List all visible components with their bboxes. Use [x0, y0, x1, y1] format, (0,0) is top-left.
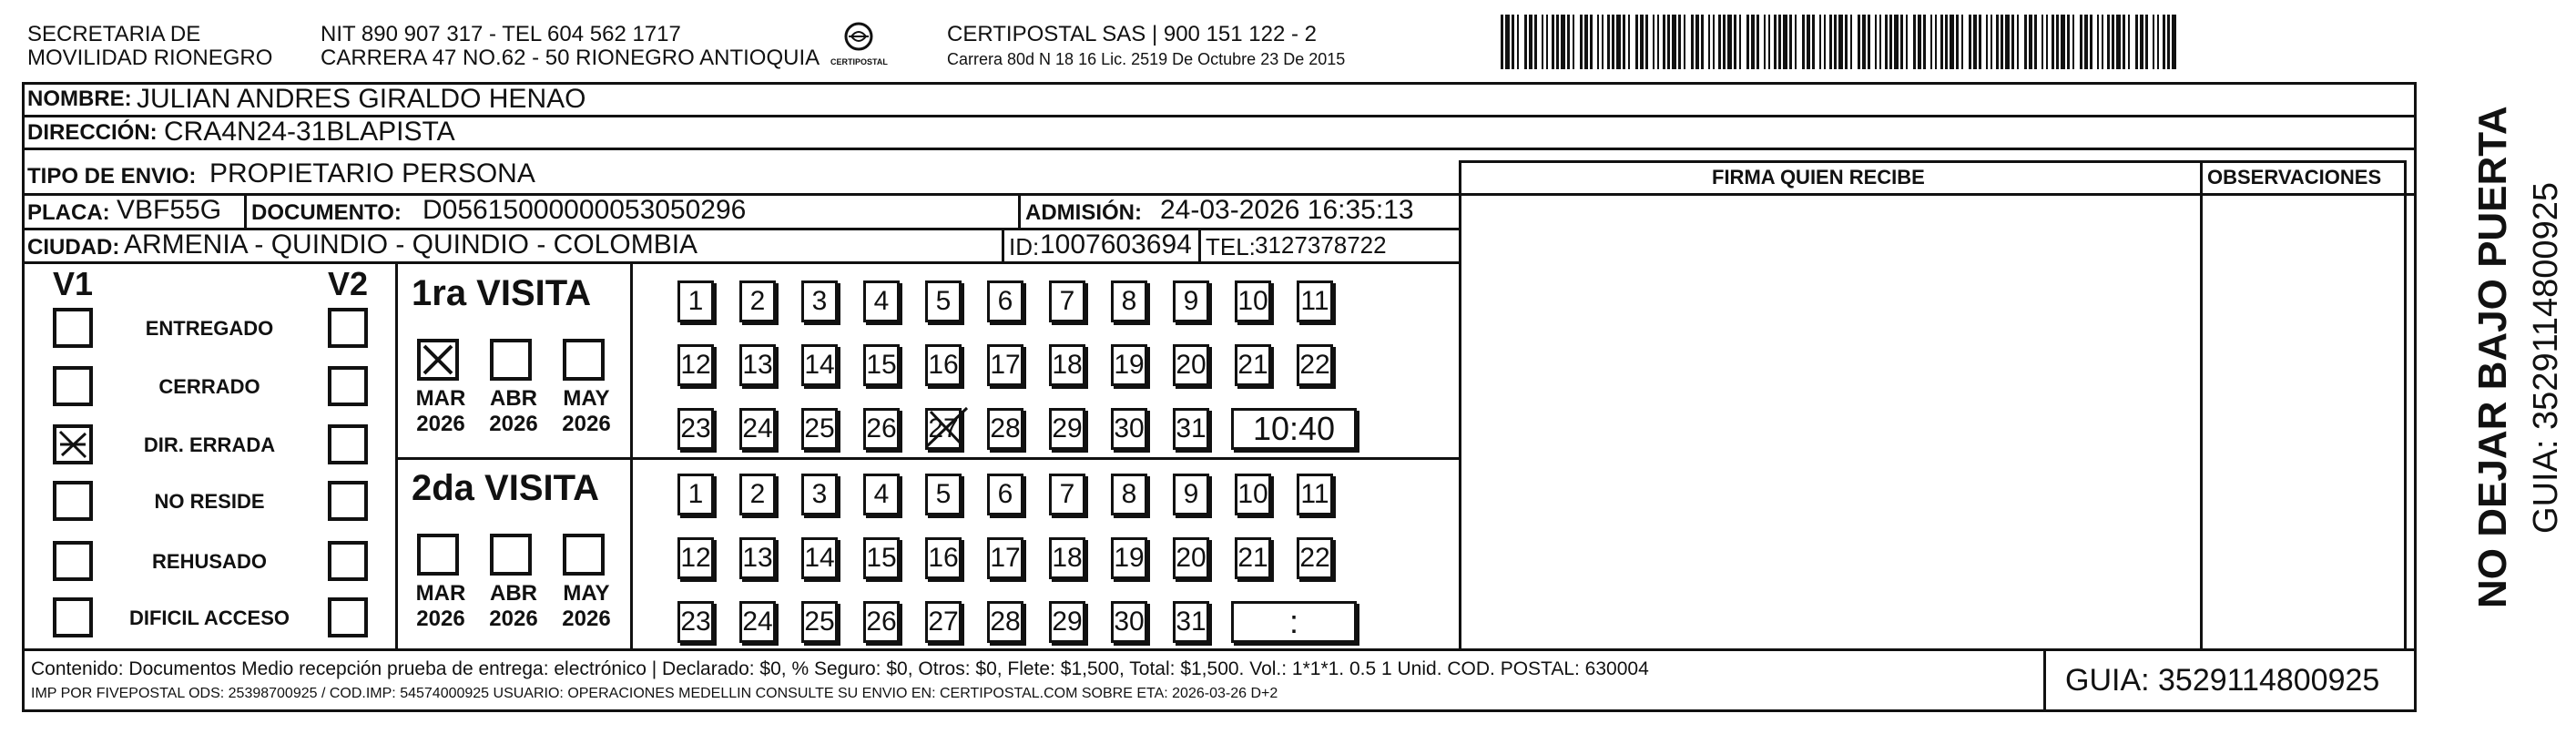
status-label: REHUSADO	[152, 550, 267, 573]
visit2-day-box[interactable]: 26	[863, 601, 900, 643]
barcode-bar	[1701, 15, 1704, 69]
visit1-year-label: 2026	[489, 412, 538, 436]
barcode-bar	[2052, 15, 2054, 69]
visit2-day-box[interactable]: 31	[1173, 601, 1209, 643]
barcode-bar	[1684, 15, 1685, 69]
side-warning: NO DEJAR BAJO PUERTA	[2470, 106, 2515, 608]
barcode-bar	[2157, 15, 2159, 69]
visit2-day-box[interactable]: 17	[987, 537, 1023, 579]
barcode-bar	[1546, 15, 1548, 69]
barcode-bar	[2097, 15, 2099, 69]
barcode-bar	[1889, 15, 1892, 69]
visit2-day-box[interactable]: 19	[1111, 537, 1147, 579]
barcode-bar	[1879, 15, 1881, 69]
visit1-month-checkbox[interactable]	[417, 339, 459, 381]
status-v1-checkbox[interactable]	[53, 424, 93, 464]
tel-value: 3127378722	[1255, 231, 1387, 259]
visit2-day-box[interactable]: 18	[1049, 537, 1085, 579]
barcode-bar	[1628, 15, 1630, 69]
status-v1-checkbox[interactable]	[53, 366, 93, 406]
logo-caption: CERTIPOSTAL	[830, 57, 888, 66]
barcode-bar	[2072, 15, 2074, 69]
barcode-bar	[2017, 15, 2019, 69]
visit1-day-box[interactable]: 30	[1111, 408, 1147, 450]
v2-label: V2	[328, 265, 369, 302]
visit1-year-label: 2026	[562, 412, 611, 436]
barcode-bar	[1969, 15, 1971, 69]
placa-value: VBF55G	[117, 195, 222, 225]
barcode-bar	[1612, 15, 1614, 69]
barcode-bar	[1501, 15, 1503, 69]
tipo-label: TIPO DE ENVIO:	[27, 164, 197, 189]
visit2-day-box[interactable]: 20	[1173, 537, 1209, 579]
side-text	[2426, 106, 2565, 628]
barcode-bar	[1602, 15, 1604, 69]
courier-license: Carrera 80d N 18 16 Lic. 2519 De Octubre 23 De 2015	[947, 50, 1346, 68]
visit2-day-box[interactable]: 12	[677, 537, 714, 579]
barcode-bar	[1542, 15, 1543, 69]
visit1-day-box[interactable]: 14	[801, 344, 838, 386]
barcode-bar	[1945, 15, 1948, 69]
barcode-bar	[2107, 15, 2110, 69]
visit1-month-label: MAR	[415, 386, 466, 411]
visit1-day-box[interactable]: 26	[863, 408, 900, 450]
visit2-month-label: ABR	[490, 581, 537, 606]
barcode-bar	[2005, 15, 2010, 69]
barcode-bar	[1695, 15, 1699, 69]
barcode-bar	[1597, 15, 1599, 69]
barcode-bar	[1580, 15, 1583, 69]
v1-label: V1	[53, 265, 94, 302]
barcode-bar	[1812, 15, 1815, 69]
barcode-bar	[1718, 15, 1721, 69]
barcode-bar	[1534, 15, 1537, 69]
visit2-day-box[interactable]: 27	[925, 601, 962, 643]
barcode-icon	[1501, 15, 2184, 69]
barcode-bar	[1774, 15, 1777, 69]
barcode-bar	[1900, 15, 1903, 69]
visit1-month-label: MAY	[563, 386, 610, 411]
check-mark-icon	[56, 428, 89, 461]
status-v2-checkbox[interactable]	[328, 308, 368, 348]
barcode-bar	[1918, 15, 1921, 69]
barcode-bar	[1838, 15, 1843, 69]
barcode-bar	[1635, 15, 1638, 69]
visit1-month-checkbox[interactable]	[490, 339, 532, 381]
barcode-bar	[1512, 15, 1514, 69]
barcode-bar	[1672, 15, 1676, 69]
status-v2-checkbox[interactable]	[328, 366, 368, 406]
visit1-day-box[interactable]: 15	[863, 344, 900, 386]
barcode-bar	[1930, 15, 1932, 69]
direccion-value: CRA4N24-31BLAPISTA	[164, 117, 455, 147]
visit2-month-checkbox[interactable]	[417, 534, 459, 576]
barcode-bar	[2001, 15, 2003, 69]
visit1-day-box[interactable]: 21	[1235, 344, 1271, 386]
barcode-bar	[2034, 15, 2037, 69]
barcode-bar	[1524, 15, 1527, 69]
visit2-day-box[interactable]: 8	[1111, 474, 1147, 515]
visit2-day-box[interactable]: 11	[1297, 474, 1333, 515]
barcode-bar	[1979, 15, 1981, 69]
address-line: CARRERA 47 NO.62 - 50 RIONEGRO ANTIOQUIA	[321, 46, 820, 70]
barcode-bar	[1667, 15, 1670, 69]
status-v2-checkbox[interactable]	[328, 541, 368, 581]
barcode-bar	[1607, 15, 1610, 69]
visit1-day-box[interactable]: 5	[925, 280, 962, 322]
visit1-day-box[interactable]: 10	[1235, 280, 1271, 322]
visit2-day-box[interactable]: 16	[925, 537, 962, 579]
barcode-bar	[2145, 15, 2148, 69]
status-v2-checkbox[interactable]	[328, 424, 368, 464]
barcode-bar	[1802, 15, 1805, 69]
imp-line: IMP POR FIVEPOSTAL ODS: 25398700925 / COD.IMP: 54574000925 USUARIO: OPERACIONES MEDELLIN CONSULTE SU ENVIO EN: CERTIPOSTAL.COM SOBRE ETA: 2026-03-26 D+2	[31, 686, 1278, 701]
barcode-bar	[1751, 15, 1755, 69]
visit1-month-label: ABR	[490, 386, 537, 411]
visit1-day-box[interactable]: 23	[677, 408, 714, 450]
barcode-bar	[1829, 15, 1832, 69]
barcode-bar	[2046, 15, 2048, 69]
visit2-day-box[interactable]: 22	[1297, 537, 1333, 579]
org-line-1: SECRETARIA DE	[27, 22, 201, 46]
visit1-day-box[interactable]: 7	[1049, 280, 1085, 322]
barcode-bar	[2163, 15, 2165, 69]
org-line-2: MOVILIDAD RIONEGRO	[27, 46, 273, 70]
visit2-day-box[interactable]: 28	[987, 601, 1023, 643]
visit1-month-checkbox[interactable]	[563, 339, 605, 381]
visit1-time-box[interactable]: 10:40	[1231, 408, 1357, 450]
barcode-bar	[1961, 15, 1963, 69]
barcode-bar	[1623, 15, 1625, 69]
visit2-year-label: 2026	[416, 607, 465, 631]
barcode-bar	[1940, 15, 1943, 69]
visit1-day-box[interactable]: 27	[925, 408, 962, 450]
barcode-bar	[2123, 15, 2125, 69]
tipo-value: PROPIETARIO PERSONA	[209, 158, 535, 189]
status-label: ENTREGADO	[145, 317, 274, 340]
barcode-bar	[1678, 15, 1681, 69]
visit2-day-box[interactable]: 25	[801, 601, 838, 643]
barcode-bar	[1885, 15, 1888, 69]
visit1-day-box[interactable]: 1	[677, 280, 714, 322]
barcode-bar	[2041, 15, 2043, 69]
visit1-day-box[interactable]: 24	[739, 408, 776, 450]
ciudad-label: CIUDAD:	[27, 235, 120, 260]
barcode-bar	[1645, 15, 1648, 69]
barcode-bar	[1819, 15, 1821, 69]
courier-line: CERTIPOSTAL SAS | 900 151 122 - 2	[947, 22, 1317, 46]
visit2-day-box[interactable]: 14	[801, 537, 838, 579]
visit1-year-label: 2026	[416, 412, 465, 436]
barcode-bar	[1868, 15, 1870, 69]
visit1-day-box[interactable]: 28	[987, 408, 1023, 450]
nit-line: NIT 890 907 317 - TEL 604 562 1717	[321, 22, 681, 46]
barcode-bar	[2061, 15, 2065, 69]
barcode-bar	[1723, 15, 1726, 69]
status-v1-checkbox[interactable]	[53, 597, 93, 637]
barcode-bar	[1862, 15, 1866, 69]
barcode-bar	[2128, 15, 2130, 69]
visit2-year-label: 2026	[562, 607, 611, 631]
visit1-day-box[interactable]: 18	[1049, 344, 1085, 386]
certipostal-logo	[827, 20, 891, 75]
barcode-bar	[1529, 15, 1532, 69]
side-guia: GUIA: 3529114800925	[2527, 182, 2565, 534]
barcode-bar	[1584, 15, 1588, 69]
id-value: 1007603694	[1040, 229, 1192, 260]
visit2-day-box[interactable]: 24	[739, 601, 776, 643]
firma-label: FIRMA QUIEN RECIBE	[1712, 166, 1925, 189]
visit1-day-box[interactable]: 25	[801, 408, 838, 450]
status-v1-checkbox[interactable]	[53, 308, 93, 348]
visit2-day-box[interactable]: 1	[677, 474, 714, 515]
visit2-day-box[interactable]: 9	[1173, 474, 1209, 515]
barcode-bar	[1567, 15, 1570, 69]
barcode	[1501, 15, 2184, 69]
direccion-label: DIRECCIÓN:	[27, 120, 158, 145]
status-label: DIFICIL ACCESO	[128, 607, 290, 629]
barcode-bar	[2167, 15, 2170, 69]
visit2-day-box[interactable]: 15	[863, 537, 900, 579]
status-v2-checkbox[interactable]	[328, 481, 368, 521]
admision-label: ADMISIÓN:	[1025, 200, 1142, 225]
visit2-day-box[interactable]: 6	[987, 474, 1023, 515]
visit1-day-box[interactable]: 4	[863, 280, 900, 322]
barcode-bar	[1923, 15, 1926, 69]
visit2-time-box[interactable]: :	[1231, 601, 1357, 643]
visit2-month-label: MAR	[415, 581, 466, 606]
barcode-bar	[1935, 15, 1937, 69]
barcode-bar	[1807, 15, 1810, 69]
visit1-day-box[interactable]: 12	[677, 344, 714, 386]
barcode-bar	[1505, 15, 1510, 69]
barcode-bar	[2067, 15, 2070, 69]
barcode-bar	[1552, 15, 1554, 69]
barcode-bar	[1789, 15, 1792, 69]
barcode-bar	[1657, 15, 1659, 69]
x-mark-icon	[421, 342, 455, 377]
barcode-bar	[1768, 15, 1770, 69]
barcode-bar	[1691, 15, 1694, 69]
barcode-bar	[1640, 15, 1644, 69]
visit1-day-box[interactable]: 16	[925, 344, 962, 386]
visit2-day-box[interactable]: 10	[1235, 474, 1271, 515]
status-label: CERRADO	[158, 375, 260, 398]
visit2-day-box[interactable]: 2	[739, 474, 776, 515]
barcode-bar	[1996, 15, 1999, 69]
barcode-bar	[2102, 15, 2103, 69]
visit2-day-box[interactable]: 4	[863, 474, 900, 515]
barcode-bar	[2029, 15, 2032, 69]
barcode-bar	[1573, 15, 1574, 69]
barcode-bar	[1795, 15, 1797, 69]
barcode-bar	[2011, 15, 2014, 69]
visit1-day-box[interactable]: 20	[1173, 344, 1209, 386]
visit1-title: 1ra VISITA	[412, 273, 592, 313]
strike-mark-icon	[921, 401, 972, 454]
visit1-day-box[interactable]: 2	[739, 280, 776, 322]
status-label: DIR. ERRADA	[143, 433, 276, 456]
barcode-bar	[1991, 15, 1992, 69]
visit2-month-checkbox[interactable]	[563, 534, 605, 576]
barcode-bar	[1616, 15, 1621, 69]
ciudad-value: ARMENIA - QUINDIO - QUINDIO - COLOMBIA	[124, 229, 698, 260]
barcode-bar	[1653, 15, 1655, 69]
visit1-day-box[interactable]: 29	[1049, 408, 1085, 450]
barcode-bar	[1746, 15, 1749, 69]
barcode-bar	[2084, 15, 2088, 69]
barcode-bar	[1850, 15, 1852, 69]
documento-label: DOCUMENTO:	[251, 200, 402, 225]
barcode-bar	[1986, 15, 1988, 69]
contenido-line: Contenido: Documentos Medio recepción prueba de entrega: electrónico | Declarado: $0, % Seguro: $0, Otros: $0, Flete: $1,500, Total: $1,500. Vol.: 1*1*1. 0.5 1 Unid. COD. POSTAL: 630004	[31, 658, 1649, 679]
barcode-bar	[1713, 15, 1715, 69]
visit2-day-box[interactable]: 7	[1049, 474, 1085, 515]
barcode-bar	[2080, 15, 2082, 69]
barcode-bar	[1727, 15, 1732, 69]
barcode-bar	[1708, 15, 1710, 69]
barcode-bar	[1739, 15, 1741, 69]
barcode-bar	[2112, 15, 2114, 69]
barcode-bar	[1561, 15, 1565, 69]
visit2-month-checkbox[interactable]	[490, 534, 532, 576]
barcode-bar	[1824, 15, 1826, 69]
barcode-bar	[2024, 15, 2027, 69]
visit1-day-box[interactable]: 6	[987, 280, 1023, 322]
barcode-bar	[2116, 15, 2121, 69]
status-v1-checkbox[interactable]	[53, 481, 93, 521]
barcode-bar	[1875, 15, 1877, 69]
visit2-day-box[interactable]: 30	[1111, 601, 1147, 643]
barcode-bar	[2172, 15, 2176, 69]
observaciones-label: OBSERVACIONES	[2207, 166, 2382, 189]
barcode-bar	[1590, 15, 1593, 69]
visit2-title: 2da VISITA	[412, 468, 599, 508]
barcode-bar	[1845, 15, 1848, 69]
visit1-day-box[interactable]: 13	[739, 344, 776, 386]
barcode-bar	[1778, 15, 1781, 69]
visit2-day-box[interactable]: 29	[1049, 601, 1085, 643]
barcode-bar	[1783, 15, 1787, 69]
visit1-day-box[interactable]: 22	[1297, 344, 1333, 386]
barcode-bar	[1834, 15, 1837, 69]
barcode-bar	[1973, 15, 1977, 69]
documento-value: D05615000000053050296	[423, 195, 747, 225]
barcode-bar	[1756, 15, 1759, 69]
barcode-bar	[1950, 15, 1954, 69]
visit1-day-box[interactable]: 9	[1173, 280, 1209, 322]
visit2-day-box[interactable]: 3	[801, 474, 838, 515]
placa-label: PLACA:	[27, 200, 110, 225]
visit2-day-box[interactable]: 5	[925, 474, 962, 515]
day-strike-mark	[921, 401, 972, 454]
certipostal-logo-icon	[827, 20, 891, 75]
barcode-bar	[2135, 15, 2138, 69]
status-label: NO RESIDE	[154, 490, 265, 513]
visit1-day-box[interactable]: 11	[1297, 280, 1333, 322]
barcode-bar	[2140, 15, 2143, 69]
barcode-bar	[1556, 15, 1559, 69]
visit2-day-box[interactable]: 21	[1235, 537, 1271, 579]
visit1-day-box[interactable]: 8	[1111, 280, 1147, 322]
barcode-bar	[1956, 15, 1959, 69]
barcode-bar	[1913, 15, 1916, 69]
visit2-day-box[interactable]: 13	[739, 537, 776, 579]
barcode-bar	[1858, 15, 1860, 69]
visit1-day-box[interactable]: 31	[1173, 408, 1209, 450]
barcode-bar	[1906, 15, 1908, 69]
barcode-bar	[2056, 15, 2059, 69]
visit2-year-label: 2026	[489, 607, 538, 631]
admision-value: 24-03-2026 16:35:13	[1160, 195, 1414, 225]
status-v2-checkbox[interactable]	[328, 597, 368, 637]
barcode-bar	[1894, 15, 1899, 69]
barcode-bar	[2153, 15, 2154, 69]
nombre-label: NOMBRE:	[27, 87, 132, 111]
guia-box: GUIA: 3529114800925	[2065, 663, 2380, 698]
status-v1-checkbox[interactable]	[53, 541, 93, 581]
barcode-bar	[1663, 15, 1665, 69]
visit1-day-box[interactable]: 3	[801, 280, 838, 322]
nombre-value: JULIAN ANDRES GIRALDO HENAO	[137, 84, 586, 114]
barcode-bar	[1517, 15, 1519, 69]
visit1-day-box[interactable]: 17	[987, 344, 1023, 386]
barcode-bar	[1764, 15, 1766, 69]
barcode-bar	[1734, 15, 1736, 69]
visit2-day-box[interactable]: 23	[677, 601, 714, 643]
tel-label: TEL:	[1206, 233, 1256, 260]
visit1-day-box[interactable]: 19	[1111, 344, 1147, 386]
id-label: ID:	[1009, 233, 1040, 260]
visit2-month-label: MAY	[563, 581, 610, 606]
barcode-bar	[2090, 15, 2092, 69]
